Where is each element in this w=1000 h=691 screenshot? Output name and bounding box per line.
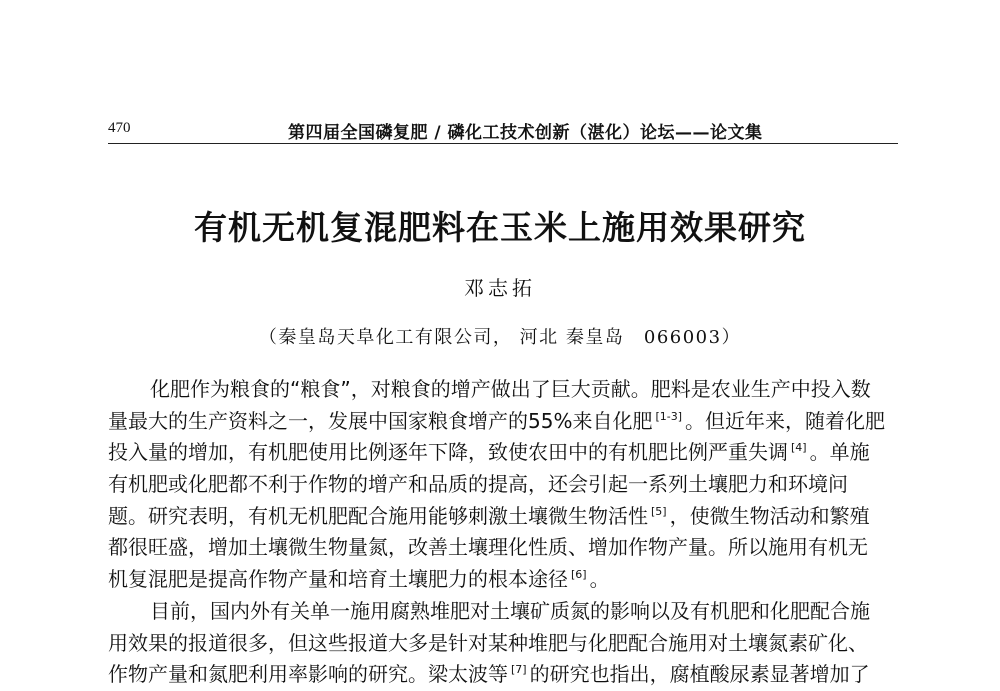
citation: [6] <box>571 568 587 582</box>
header-rule <box>108 143 898 144</box>
citation: [4] <box>791 441 807 455</box>
text-run: 有机肥或化肥都不利于作物的增产和品质的提高，还会引起一系列土壤肥力和环境问 <box>108 472 848 497</box>
citation: [5] <box>651 504 667 518</box>
paragraph-line <box>108 532 898 564</box>
paper-title: 有机无机复混肥料在玉米上施用效果研究 <box>194 208 806 247</box>
paragraph-line <box>108 437 898 469</box>
text-run: 题。研究表明，有机无机肥配合施用能够刺激土壤微生物活性 <box>108 503 648 528</box>
paragraph-line <box>108 659 898 691</box>
text-run: 目前，国内外有关单一施用腐熟堆肥对土壤矿质氮的影响以及有机肥和化肥配合施 <box>150 598 870 623</box>
body-text <box>108 374 898 691</box>
affiliation: （秦皇岛天阜化工有限公司， 河北 秦皇岛 066003） <box>258 327 742 348</box>
running-header <box>108 118 898 144</box>
citation: [7] <box>511 663 527 677</box>
text-run: 机复混肥是提高作物产量和培育土壤肥力的根本途径 <box>108 567 568 592</box>
text-run: 都很旺盛，增加土壤微生物量氮，改善土壤理化性质、增加作物产量。所以施用有机无 <box>108 535 868 560</box>
paragraph-line <box>108 374 898 406</box>
paragraph-line <box>108 628 898 660</box>
text-run: 作物产量和氮肥利用率影响的研究。梁太波等 <box>108 662 508 687</box>
citation: [1-3] <box>655 409 683 423</box>
text-run: ，使微生物活动和繁殖 <box>669 503 870 528</box>
paragraph-line <box>108 501 898 533</box>
text-run: 投入量的增加，有机肥使用比例逐年下降，致使农田中的有机肥比例严重失调 <box>108 440 788 465</box>
paragraph-line <box>108 406 898 438</box>
paragraph-line <box>108 564 898 596</box>
text-run: 用效果的报道很多，但这些报道大多是针对某种堆肥与化肥配合施用对土壤氮素矿化、 <box>108 630 868 655</box>
text-run: 的研究也指出，腐植酸尿素显著增加了 <box>529 662 870 687</box>
journal-title: 第四届全国磷复肥 / 磷化工技术创新（湛化）论坛——论文集 <box>288 123 763 143</box>
page-number: 470 <box>108 120 131 136</box>
text-run: 化肥作为粮食的“粮食”，对粮食的增产做出了巨大贡献。肥料是农业生产中投入数 <box>150 377 871 401</box>
text-run: 。单施 <box>809 440 870 465</box>
text-run: 。但近年来，随着化肥 <box>685 408 886 433</box>
text-run: 。 <box>589 567 610 592</box>
text-run: 量最大的生产资料之一，发展中国家粮食增产的55%来自化肥 <box>108 408 653 433</box>
paragraph-line <box>108 596 898 628</box>
paragraph-line <box>108 469 898 501</box>
author: 邓志拓 <box>464 276 536 300</box>
